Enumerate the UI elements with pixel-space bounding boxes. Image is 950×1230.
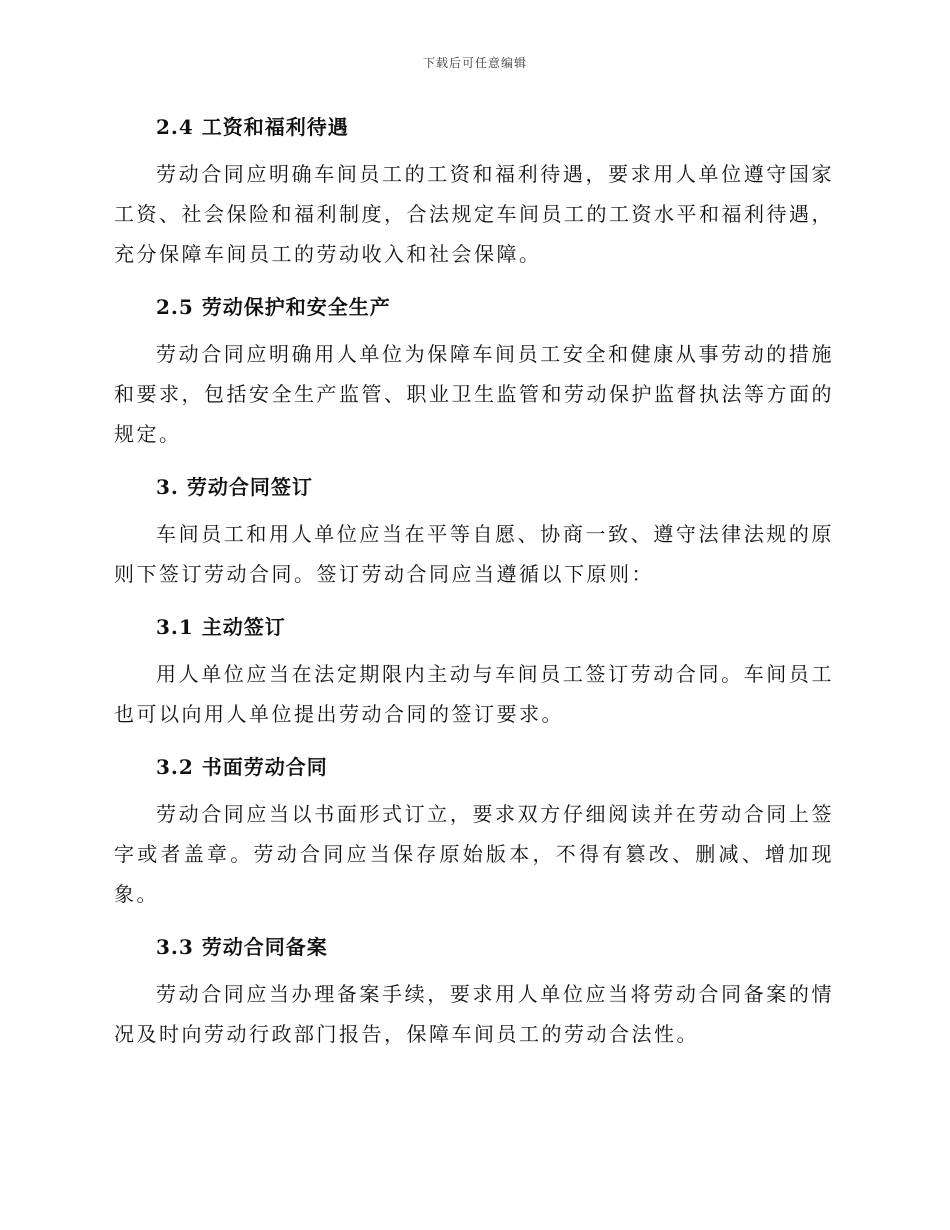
section-3-2 [114,748,834,928]
section-heading: 3.2 书面劳动合同 [156,755,328,779]
section-paragraph: 劳动合同应当以书面形式订立，要求双方仔细阅读并在劳动合同上签字或者盖章。劳动合同应当保存原始版本，不得有篡改、删减、增加现象。 [114,802,834,906]
section-heading: 2.4 工资和福利待遇 [156,115,349,139]
section-2-5 [114,288,834,468]
section-3-3 [114,928,834,1054]
section-paragraph: 劳动合同应明确车间员工的工资和福利待遇，要求用人单位遵守国家工资、社会保险和福利制度，合法规定车间员工的工资水平和福利待遇，充分保障车间员工的劳动收入和社会保障。 [114,162,834,266]
section-3 [114,468,834,608]
section-paragraph: 用人单位应当在法定期限内主动与车间员工签订劳动合同。车间员工也可以向用人单位提出劳动合同的签订要求。 [114,662,834,726]
section-heading: 3.3 劳动合同备案 [156,935,328,959]
section-3-1 [114,608,834,748]
section-heading: 2.5 劳动保护和安全生产 [156,295,391,319]
section-heading: 3. 劳动合同签订 [156,475,313,499]
section-paragraph: 车间员工和用人单位应当在平等自愿、协商一致、遵守法律法规的原则下签订劳动合同。签订劳动合同应当遵循以下原则： [114,522,834,586]
section-paragraph: 劳动合同应当办理备案手续，要求用人单位应当将劳动合同备案的情况及时向劳动行政部门报告，保障车间员工的劳动合法性。 [114,982,834,1046]
document-body [114,108,834,1054]
section-heading: 3.1 主动签订 [156,615,286,639]
section-2-4 [114,108,834,288]
page-header-note: 下载后可任意编辑 [422,56,527,70]
section-paragraph: 劳动合同应明确用人单位为保障车间员工安全和健康从事劳动的措施和要求，包括安全生产监管、职业卫生监管和劳动保护监督执法等方面的规定。 [114,342,834,446]
